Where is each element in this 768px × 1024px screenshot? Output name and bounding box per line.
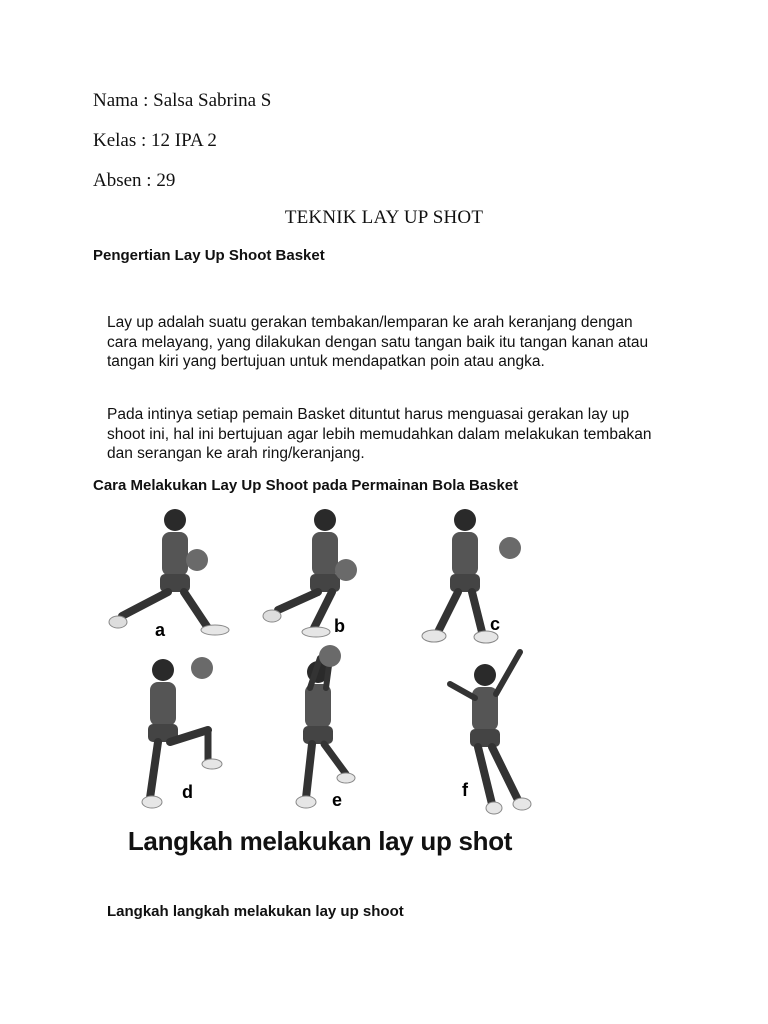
step-label-f: f — [462, 780, 468, 800]
step-label-d: d — [182, 782, 193, 802]
player-step-e — [296, 645, 355, 808]
student-name: Nama : Salsa Sabrina S — [93, 90, 272, 111]
student-class: Kelas : 12 IPA 2 — [93, 130, 217, 151]
section-heading-how-to: Cara Melakukan Lay Up Shoot pada Permainan Bola Basket — [93, 477, 519, 494]
step-label-b: b — [334, 616, 345, 636]
document-title: TEKNIK LAY UP SHOT — [284, 207, 484, 228]
player-step-a — [109, 509, 229, 635]
paragraph-importance: Pada intinya setiap pemain Basket dituntut harus menguasai gerakan lay up shoot ini, hal ini bertujuan agar lebih memudahkan dalam melakukan tembakan dan serangan ke arah ring/keranjang. — [107, 406, 652, 462]
section-heading-steps: Langkah langkah melakukan lay up shoot — [107, 903, 404, 920]
layup-steps-illustration — [100, 498, 540, 868]
layup-steps-figure — [100, 498, 540, 868]
step-label-a: a — [155, 620, 166, 640]
paragraph-definition: Lay up adalah suatu gerakan tembakan/lemparan ke arah keranjang dengan cara melayang, yang dilakukan dengan satu tangan baik itu tangan kanan atau tangan kiri yang bertujuan untuk mendapatkan poin atau angka. — [107, 314, 649, 370]
figure-caption: Langkah melakukan lay up shot — [127, 826, 513, 856]
player-step-c — [422, 509, 521, 643]
student-number: Absen : 29 — [93, 170, 176, 191]
step-label-c: c — [490, 614, 501, 634]
section-heading-definition: Pengertian Lay Up Shoot Basket — [93, 247, 325, 264]
step-label-e: e — [332, 790, 343, 810]
